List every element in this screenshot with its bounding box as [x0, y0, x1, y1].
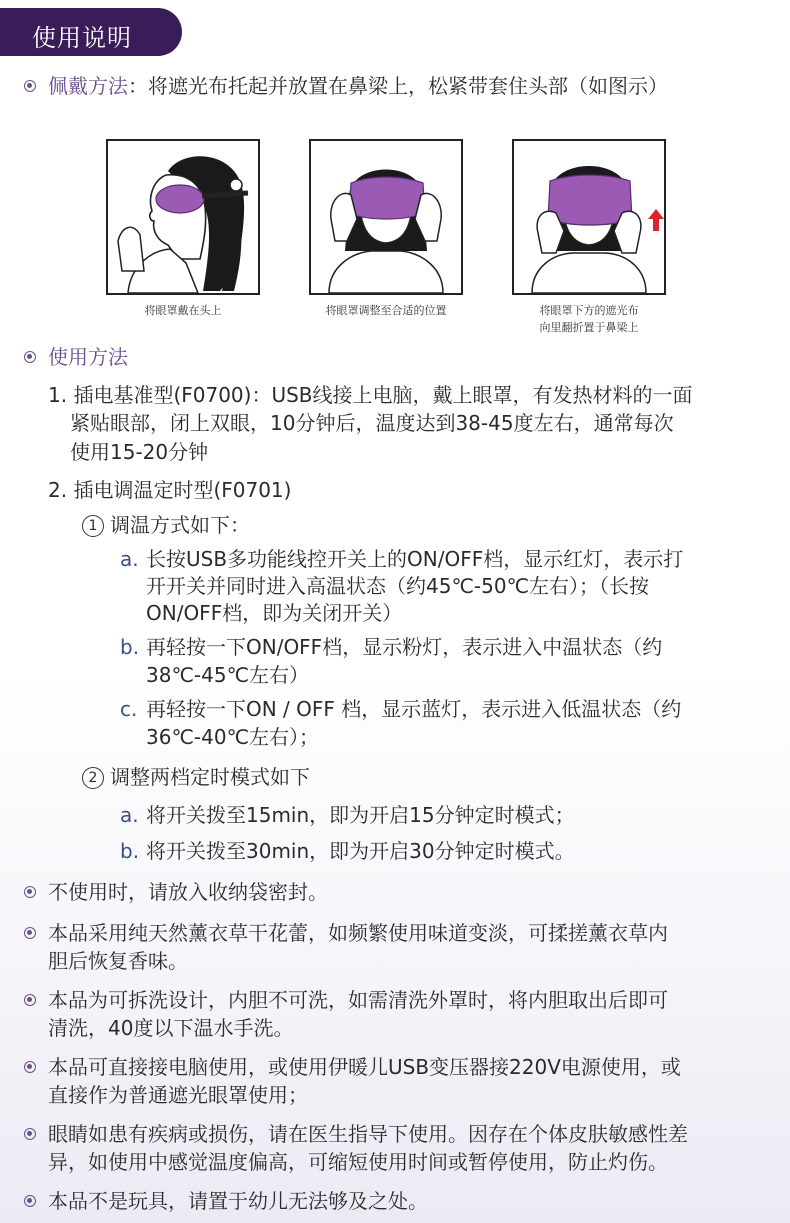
- section-title: 使用说明: [32, 24, 132, 52]
- bullet-icon: [24, 351, 36, 363]
- item-b-line: 再轻按一下ON/OFF档，显示粉灯，表示进入中温状态（约: [146, 635, 663, 659]
- figure-caption: 向里翻折置于鼻梁上: [539, 321, 639, 334]
- wear-method-text: ：将遮光布托起并放置在鼻梁上，松紧带套住头部（如图示）: [128, 74, 668, 98]
- sub-title-text: 调整两档定时模式如下: [110, 765, 310, 789]
- item-b-line: 38℃-45℃左右）: [146, 663, 310, 687]
- illustration-front-fold: [514, 141, 664, 293]
- illustration-front-adjust: [311, 141, 461, 293]
- wear-method: [48, 71, 668, 101]
- bullet-icon: [24, 1128, 36, 1140]
- item-letter: b.: [120, 635, 140, 659]
- note-line: 直接作为普通遮光眼罩使用；: [48, 1083, 308, 1107]
- usage-item-1-line: 1. 插电基准型(F0700)：USB线接上电脑，戴上眼罩，有发热材料的一面: [48, 383, 693, 407]
- note-line: 本品不是玩具，请置于幼儿无法够及之处。: [48, 1189, 428, 1213]
- illustration-side-view: [108, 141, 258, 293]
- timer-item-a: 将开关拨至15min，即为开启15分钟定时模式；: [146, 803, 575, 827]
- figure-wear-on-head: [106, 139, 260, 295]
- sub-section-2-title: [82, 762, 310, 792]
- bullet-icon: [24, 927, 36, 939]
- usage-method-label: 使用方法: [48, 345, 128, 369]
- bullet-icon: [24, 886, 36, 898]
- note-line: 眼睛如患有疾病或损伤，请在医生指导下使用。因存在个体皮肤敏感性差: [48, 1122, 688, 1146]
- figure-caption: 将眼罩戴在头上: [144, 304, 222, 317]
- circled-number: 2: [82, 767, 104, 789]
- section-header: [0, 8, 182, 56]
- item-c-line: 36℃-40℃左右）；: [146, 725, 320, 749]
- bullet-icon: [24, 1195, 36, 1207]
- wear-method-label: 佩戴方法: [48, 74, 128, 98]
- circled-number: 1: [82, 515, 104, 537]
- item-letter: c.: [120, 697, 138, 721]
- note-line: 本品为可拆洗设计，内胆不可洗，如需清洗外罩时，将内胆取出后即可: [48, 988, 668, 1012]
- bullet-icon: [24, 1061, 36, 1073]
- usage-item-2: 2. 插电调温定时型(F0701): [48, 478, 292, 502]
- item-a-line: ON/OFF档，即为关闭开关）: [146, 601, 403, 625]
- item-letter: a.: [120, 803, 139, 827]
- usage-item-1-line: 紧贴眼部，闭上双眼，10分钟后，温度达到38-45度左右，通常每次: [70, 411, 674, 435]
- note-line: 清洗，40度以下温水手洗。: [48, 1016, 294, 1040]
- note-line: 异，如使用中感觉温度偏高，可缩短使用时间或暂停使用，防止灼伤。: [48, 1150, 668, 1174]
- sub-title-text: 调温方式如下：: [110, 513, 250, 537]
- sub-section-1-title: [82, 510, 250, 540]
- note-line: 本品采用纯天然薰衣草干花蕾，如频繁使用味道变淡，可揉搓薰衣草内: [48, 921, 668, 945]
- item-a-line: 长按USB多功能线控开关上的ON/OFF档，显示红灯，表示打: [146, 547, 684, 571]
- arrow-up-icon: [648, 209, 664, 231]
- timer-item-b: 将开关拨至30min，即为开启30分钟定时模式。: [146, 839, 575, 863]
- item-letter: a.: [120, 547, 139, 571]
- figure-fold-flap: [512, 139, 666, 295]
- note-line: 不使用时，请放入收纳袋密封。: [48, 880, 328, 904]
- usage-item-1-line: 使用15-20分钟: [70, 440, 209, 464]
- item-c-line: 再轻按一下ON / OFF 档，显示蓝灯，表示进入低温状态（约: [146, 697, 682, 721]
- note-line: 本品可直接接电脑使用，或使用伊暖儿USB变压器接220V电源使用，或: [48, 1055, 681, 1079]
- figure-adjust-position: [309, 139, 463, 295]
- bullet-icon: [24, 994, 36, 1006]
- note-line: 胆后恢复香味。: [48, 949, 188, 973]
- item-letter: b.: [120, 839, 140, 863]
- figure-caption: 将眼罩调整至合适的位置: [325, 304, 447, 317]
- bullet-icon: [24, 80, 36, 92]
- figure-caption: 将眼罩下方的遮光布: [539, 304, 639, 317]
- item-a-line: 开开关并同时进入高温状态（约45℃-50℃左右）；（长按: [146, 574, 650, 598]
